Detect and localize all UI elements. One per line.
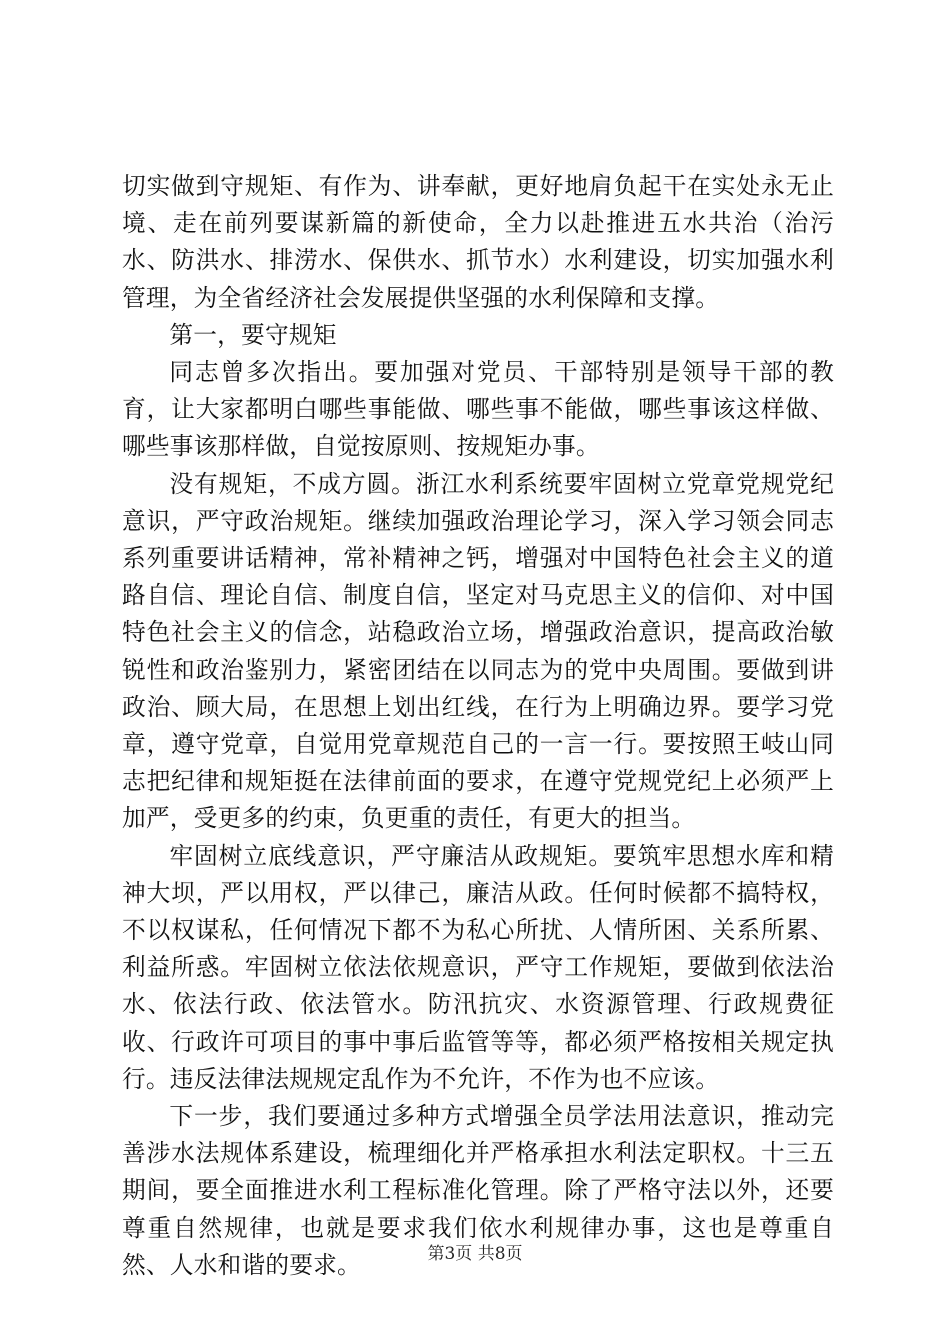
- paragraph: 没有规矩，不成方圆。浙江水利系统要牢固树立党章党规党纪意识，严守政治规矩。继续加强政治理论学习，深入学习领会同志系列重要讲话精神，常补精神之钙，增强对中国特色社会主义的道路自信、理论自信、制度自信，坚定对马克思主义的信仰、对中国特色社会主义的信念，站稳政治立场，增强政治意识，提高政治敏锐性和政治鉴别力，紧密团结在以同志为的党中央周围。要做到讲政治、顾大局，在思想上划出红线，在行为上明确边界。要学习党章，遵守党章，自觉用党章规范自己的一言一行。要按照王岐山同志把纪律和规矩挺在法律前面的要求，在遵守党规党纪上必须严上加严，受更多的约束，负更重的责任，有更大的担当。: [122, 469, 834, 833]
- page-number-footer: 第3页 共8页: [427, 1244, 523, 1264]
- paragraph: 切实做到守规矩、有作为、讲奉献，更好地肩负起干在实处永无止境、走在前列要谋新篇的新使命，全力以赴推进五水共治（治污水、防洪水、排涝水、保供水、抓节水）水利建设，切实加强水利管理，为全省经济社会发展提供坚强的水利保障和支撑。: [122, 172, 834, 312]
- section-heading: 第一，要守规矩: [169, 320, 337, 349]
- document-body: [122, 168, 834, 1284]
- paragraph: 下一步，我们要通过多种方式增强全员学法用法意识，推动完善涉水法规体系建设，梳理细化并严格承担水利法定职权。十三五期间，要全面推进水利工程标准化管理。除了严格守法以外，还要尊重自然规律，也就是要求我们依水利规律办事，这也是尊重自然、人水和谐的要求。: [122, 1102, 834, 1279]
- paragraph: 同志曾多次指出。要加强对党员、干部特别是领导干部的教育，让大家都明白哪些事能做、哪些事不能做，哪些事该这样做、哪些事该那样做，自觉按原则、按规矩办事。: [122, 358, 834, 461]
- paragraph: 牢固树立底线意识，严守廉洁从政规矩。要筑牢思想水库和精神大坝，严以用权，严以律己，廉洁从政。任何时候都不搞特权，不以权谋私，任何情况下都不为私心所扰、人情所困、关系所累、利益所惑。牢固树立依法依规意识，严守工作规矩，要做到依法治水、依法行政、依法管水。防汛抗灾、水资源管理、行政规费征收、行政许可项目的事中事后监管等等，都必须严格按相关规定执行。违反法律法规规定乱作为不允许，不作为也不应该。: [122, 841, 834, 1093]
